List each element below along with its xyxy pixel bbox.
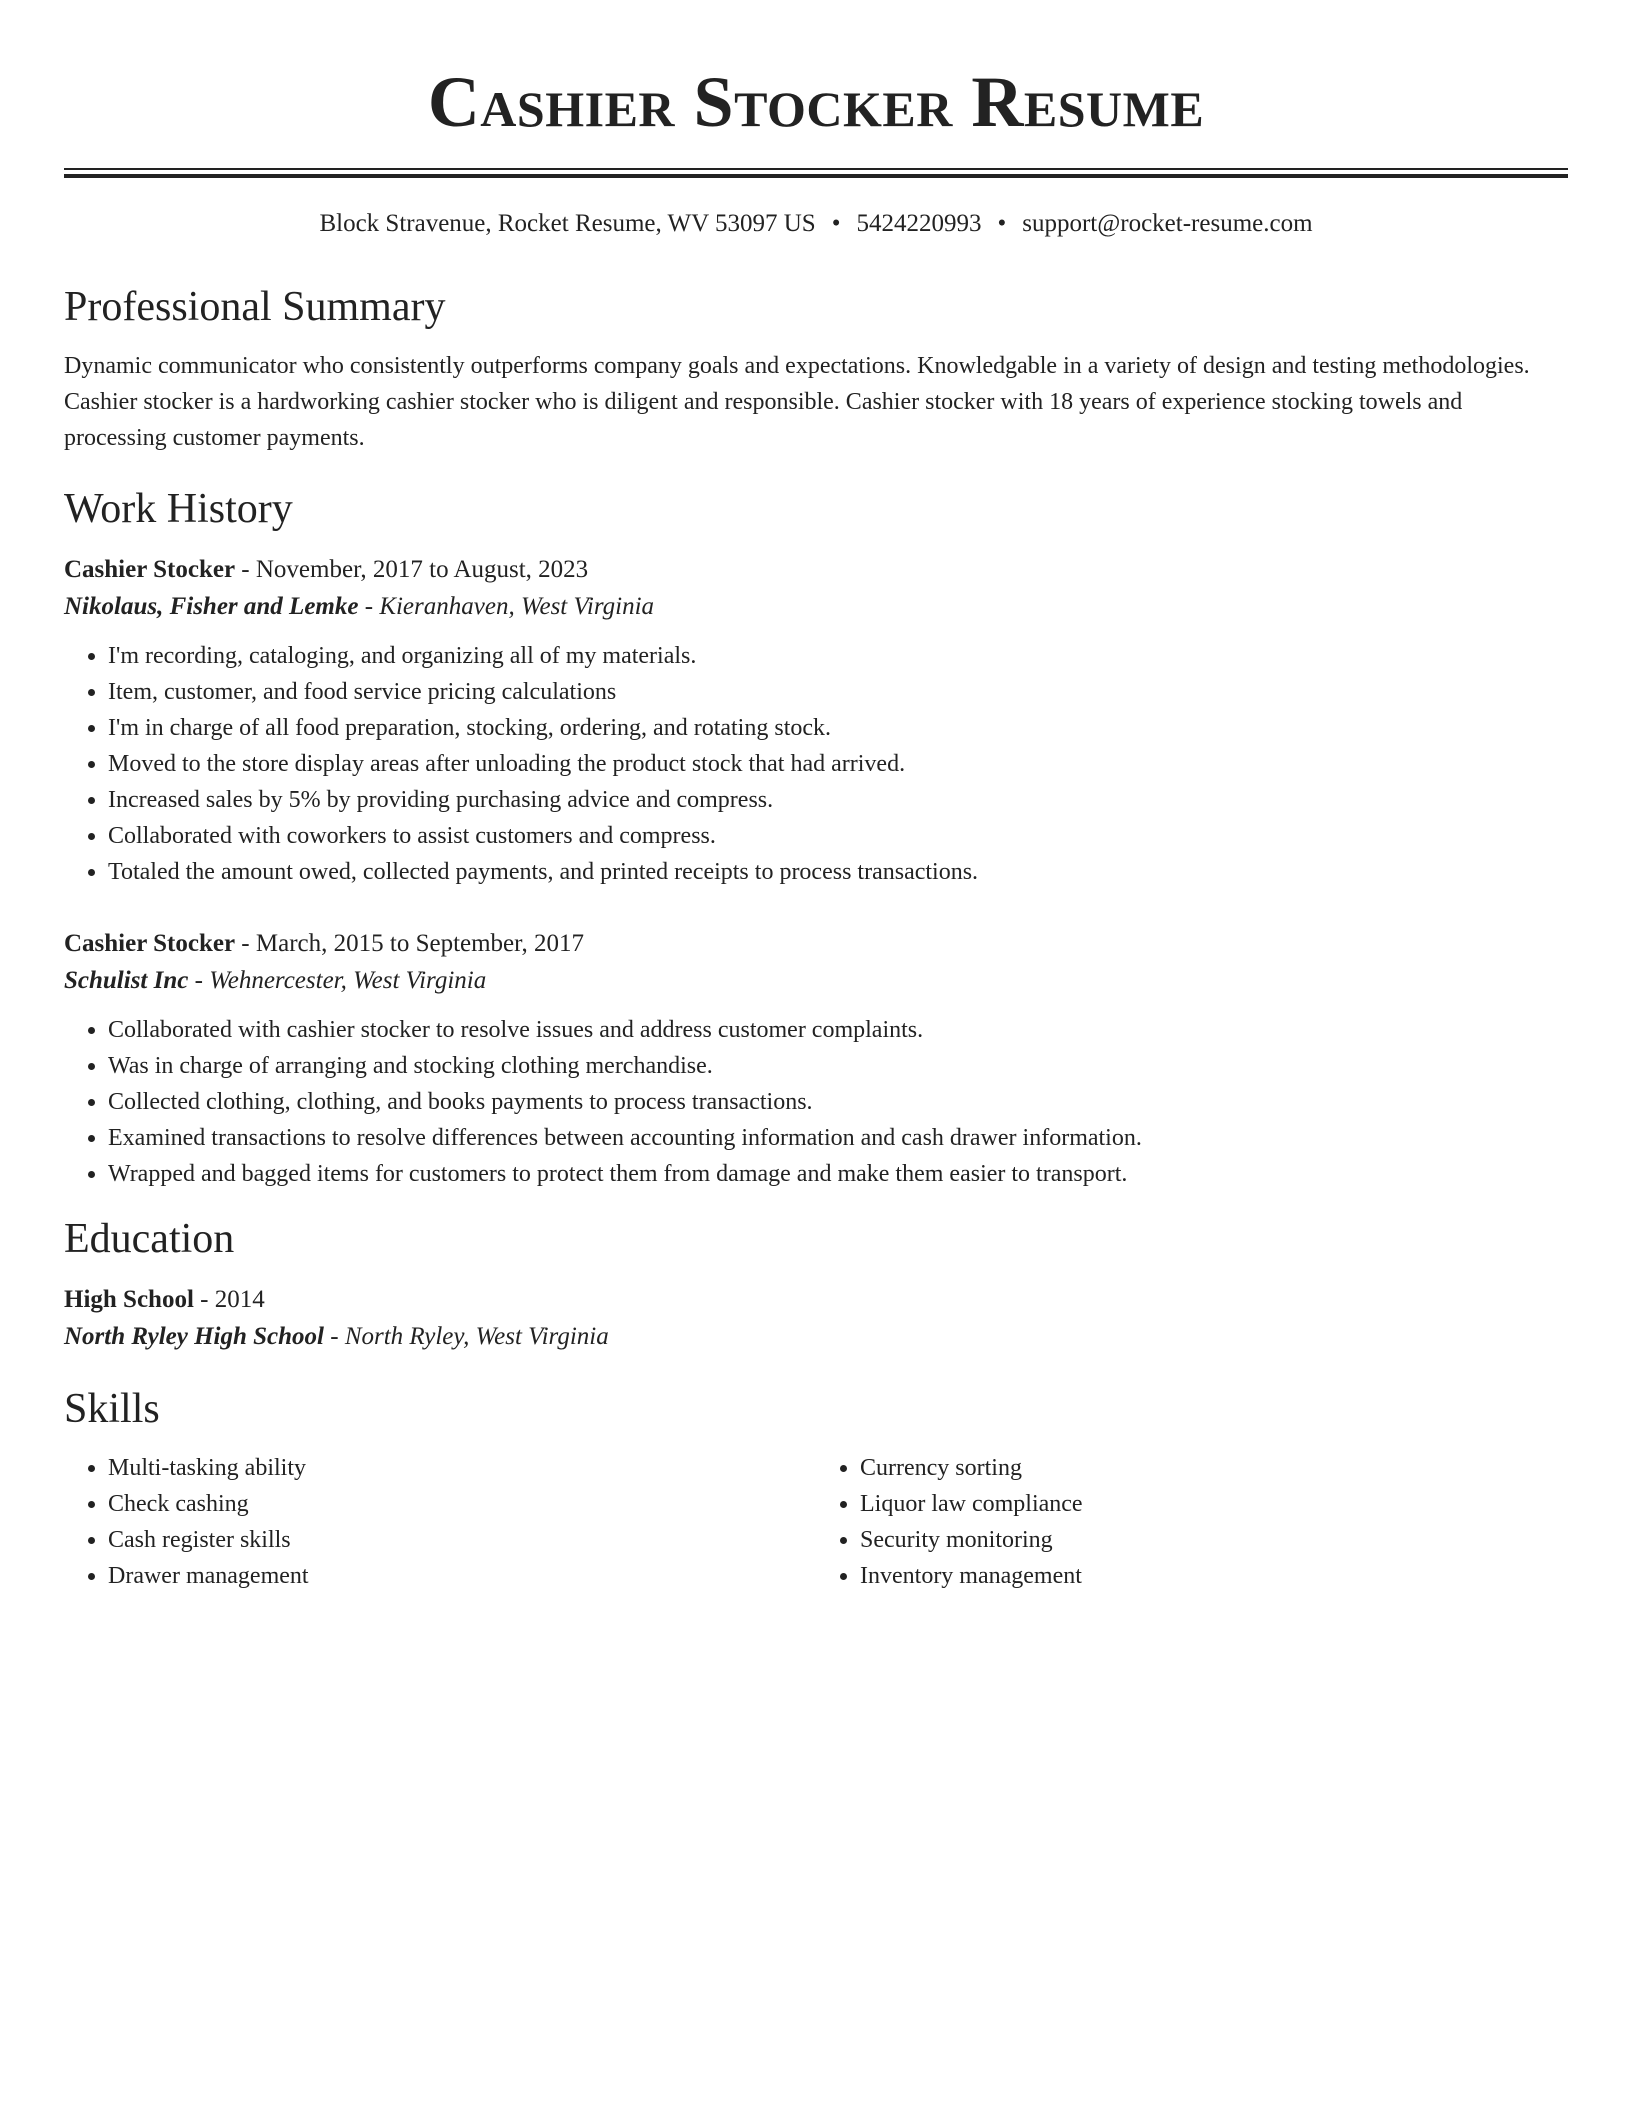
job-duty: • Item, customer, and food service pricing calculations	[108, 674, 1568, 710]
job-duty: • Totaled the amount owed, collected payments, and printed receipts to process transactions.	[108, 854, 1568, 890]
job-company: Schulist Inc	[64, 967, 189, 994]
education-dash: -	[324, 1323, 345, 1350]
work-history-heading: Work History	[64, 486, 293, 532]
job-duty: • Collaborated with coworkers to assist customers and compress.	[108, 818, 1568, 854]
skill-item: • Currency sorting	[860, 1450, 1568, 1486]
job-duty: • I'm recording, cataloging, and organizing all of my materials.	[108, 638, 1568, 674]
skills-columns	[64, 1450, 1568, 1594]
education-heading: Education	[64, 1216, 235, 1262]
job-dates: November, 2017 to August, 2023	[255, 556, 589, 583]
education-degree: High School	[64, 1286, 194, 1313]
contact-phone: 5424220993	[856, 210, 982, 237]
job-duty: • Was in charge of arranging and stocking clothing merchandise.	[108, 1048, 1568, 1084]
contact-separator: •	[831, 210, 841, 237]
education-entry	[64, 1282, 1568, 1356]
job-dash: -	[235, 930, 256, 957]
skill-item: • Cash register skills	[108, 1522, 816, 1558]
skill-item: • Security monitoring	[860, 1522, 1568, 1558]
education-header	[64, 1282, 1568, 1318]
job-duties-list	[64, 638, 1568, 890]
contact-email: support@rocket-resume.com	[1022, 210, 1313, 237]
job-company: Nikolaus, Fisher and Lemke	[64, 593, 359, 620]
resume-title: Cashier Stocker Resume	[427, 62, 1205, 142]
job-dates: March, 2015 to September, 2017	[255, 930, 584, 957]
contact-line	[64, 208, 1568, 240]
skills-heading: Skills	[64, 1386, 160, 1432]
education-school-line	[64, 1318, 1568, 1356]
job-duty: • Collected clothing, clothing, and books payments to process transactions.	[108, 1084, 1568, 1120]
job-entry	[64, 552, 1568, 890]
education-location: North Ryley, West Virginia	[344, 1323, 609, 1350]
job-duty: • Increased sales by 5% by providing purchasing advice and compress.	[108, 782, 1568, 818]
summary-heading: Professional Summary	[64, 284, 446, 330]
education-dash: -	[193, 1286, 215, 1313]
job-dash: -	[235, 556, 256, 583]
education-school: North Ryley High School	[64, 1323, 324, 1350]
job-duty: • I'm in charge of all food preparation, stocking, ordering, and rotating stock.	[108, 710, 1568, 746]
job-dash: -	[188, 967, 210, 994]
job-employer	[64, 588, 1568, 626]
skill-item: • Inventory management	[860, 1558, 1568, 1594]
job-title: Cashier Stocker	[64, 930, 236, 957]
job-duties-list	[64, 1012, 1568, 1192]
skill-item: • Multi-tasking ability	[108, 1450, 816, 1486]
job-header	[64, 926, 1568, 962]
summary-text: Dynamic communicator who consistently outperforms company goals and expectations. Knowledgable in a variety of design and testing methodologies. Cashier stocker is a hardworking cashier stocker who is diligent and responsible. Cashier stocker with 18 years of experience stocking towels and processing customer payments.	[64, 353, 1530, 451]
job-location: Wehnercester, West Virginia	[209, 967, 487, 994]
job-entry	[64, 926, 1568, 1192]
job-duty: • Examined transactions to resolve differences between accounting information and cash drawer information.	[108, 1120, 1568, 1156]
job-duty: • Collaborated with cashier stocker to resolve issues and address customer complaints.	[108, 1012, 1568, 1048]
contact-address: Block Stravenue, Rocket Resume, WV 53097 US	[319, 210, 816, 237]
job-dash: -	[358, 593, 380, 620]
skill-item: • Drawer management	[108, 1558, 816, 1594]
job-duty: • Wrapped and bagged items for customers to protect them from damage and make them easier to transport.	[108, 1156, 1568, 1192]
job-header	[64, 552, 1568, 588]
job-duty: • Moved to the store display areas after unloading the product stock that had arrived.	[108, 746, 1568, 782]
skill-item: • Check cashing	[108, 1486, 816, 1522]
job-employer	[64, 962, 1568, 1000]
education-year: 2014	[214, 1286, 265, 1313]
title-divider	[64, 168, 1568, 178]
skills-list-right	[816, 1450, 1568, 1594]
job-location: Kieranhaven, West Virginia	[379, 593, 655, 620]
skills-list-left	[64, 1450, 816, 1594]
job-title: Cashier Stocker	[64, 556, 236, 583]
contact-separator: •	[997, 210, 1007, 237]
skill-item: • Liquor law compliance	[860, 1486, 1568, 1522]
